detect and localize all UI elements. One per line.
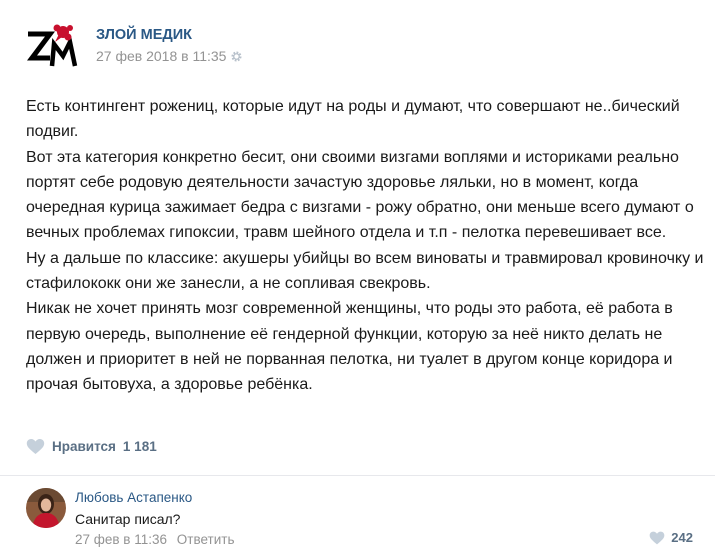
post-date xyxy=(96,48,243,66)
post-paragraph: Есть контингент рожениц, которые идут на роды и думают, что совершают не..бический подвиг. xyxy=(26,98,680,141)
post-paragraph: Никак не хочет принять мозг современной женщины, что роды это работа, её работа в первую очередь, выполнение её гендерной функции, которую за неё никто делать не должен и приоритет в ней не порванная пелотка, ни туалет в другом конце коридора и прочая бытовуха, а здоровье ребёнка. xyxy=(26,300,673,394)
avatar[interactable] xyxy=(26,488,66,528)
comment-like-button[interactable] xyxy=(649,530,693,545)
comment-like-count: 242 xyxy=(671,530,693,545)
reply-button[interactable]: Ответить xyxy=(176,532,235,547)
author-name[interactable]: ЗЛОЙ МЕДИК xyxy=(96,27,192,43)
avatar-photo-icon xyxy=(26,488,66,528)
comment-text: Санитар писал? xyxy=(75,511,181,527)
heart-icon xyxy=(26,438,45,455)
divider xyxy=(0,475,715,476)
gear-icon[interactable] xyxy=(230,50,243,66)
comment xyxy=(26,484,706,551)
comment-footer xyxy=(75,532,235,547)
post-text xyxy=(26,94,706,398)
like-label: Нравится xyxy=(52,438,116,454)
heart-icon xyxy=(649,531,665,545)
zm-logo-icon xyxy=(26,20,78,72)
post-paragraph: Ну а дальше по классике: акушеры убийцы во всем виноваты и травмировал кровиночку и стафилококк они же занесли, а не сопливая свекровь. xyxy=(26,249,704,293)
comment-date[interactable]: 27 фев в 11:36 xyxy=(75,532,168,547)
post-paragraph: Вот эта категория конкретно бесит, они своими визгами воплями и историками реально портят себе родовую деятельности зачастую здоровье ляльки, но в момент, когда очередная курица зажимает бедра с визгами - рожу обратно, они меньше всего думают о вечных проблемах гипоксии, травм шейного отдела и т.п - пелотка перевешивает все. xyxy=(26,148,694,242)
like-button[interactable] xyxy=(26,434,157,458)
comment-author[interactable]: Любовь Астапенко xyxy=(75,490,193,505)
community-logo[interactable] xyxy=(26,20,78,72)
post-date-text[interactable]: 27 фев 2018 в 11:35 xyxy=(96,48,227,64)
like-count: 1 181 xyxy=(122,438,157,454)
